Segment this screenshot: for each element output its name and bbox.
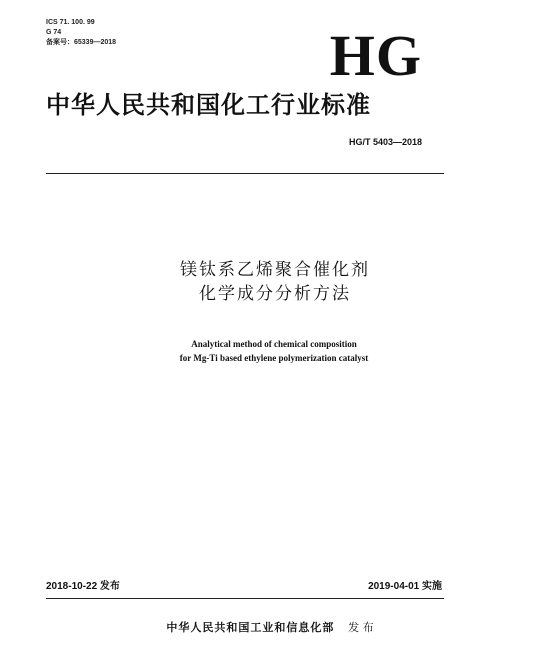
english-title-line-1: Analytical method of chemical composition: [191, 339, 357, 349]
chinese-title: [0, 258, 540, 306]
standard-title: 中华人民共和国化工行业标准: [46, 91, 371, 119]
g-code: G 74: [46, 29, 62, 36]
standard-number: HG/T 5403—2018: [348, 137, 422, 147]
effective-date: 2019-04-01 实施: [368, 581, 442, 592]
issuer-name: 中华人民共和国工业和信息化部: [166, 621, 335, 634]
english-title: [0, 337, 540, 365]
hg-mark: HG: [329, 23, 422, 88]
ics-code: ICS 71. 100. 99: [46, 19, 95, 26]
issuer-line: [0, 620, 540, 636]
filing-number: 备案号：65339—2018: [46, 39, 117, 46]
english-title-line-2: for Mg-Ti based ethylene polymerization catalyst: [179, 353, 369, 363]
bottom-divider: [46, 598, 444, 599]
top-divider: [46, 173, 444, 174]
publish-date: 2018-10-22 发布: [46, 581, 120, 592]
chinese-title-line-2: 化学成分分析方法: [199, 284, 351, 304]
chinese-title-line-1: 镁钛系乙烯聚合催化剂: [180, 260, 370, 280]
issuer-action: 发 布: [348, 621, 374, 634]
classification-block: [46, 18, 116, 48]
